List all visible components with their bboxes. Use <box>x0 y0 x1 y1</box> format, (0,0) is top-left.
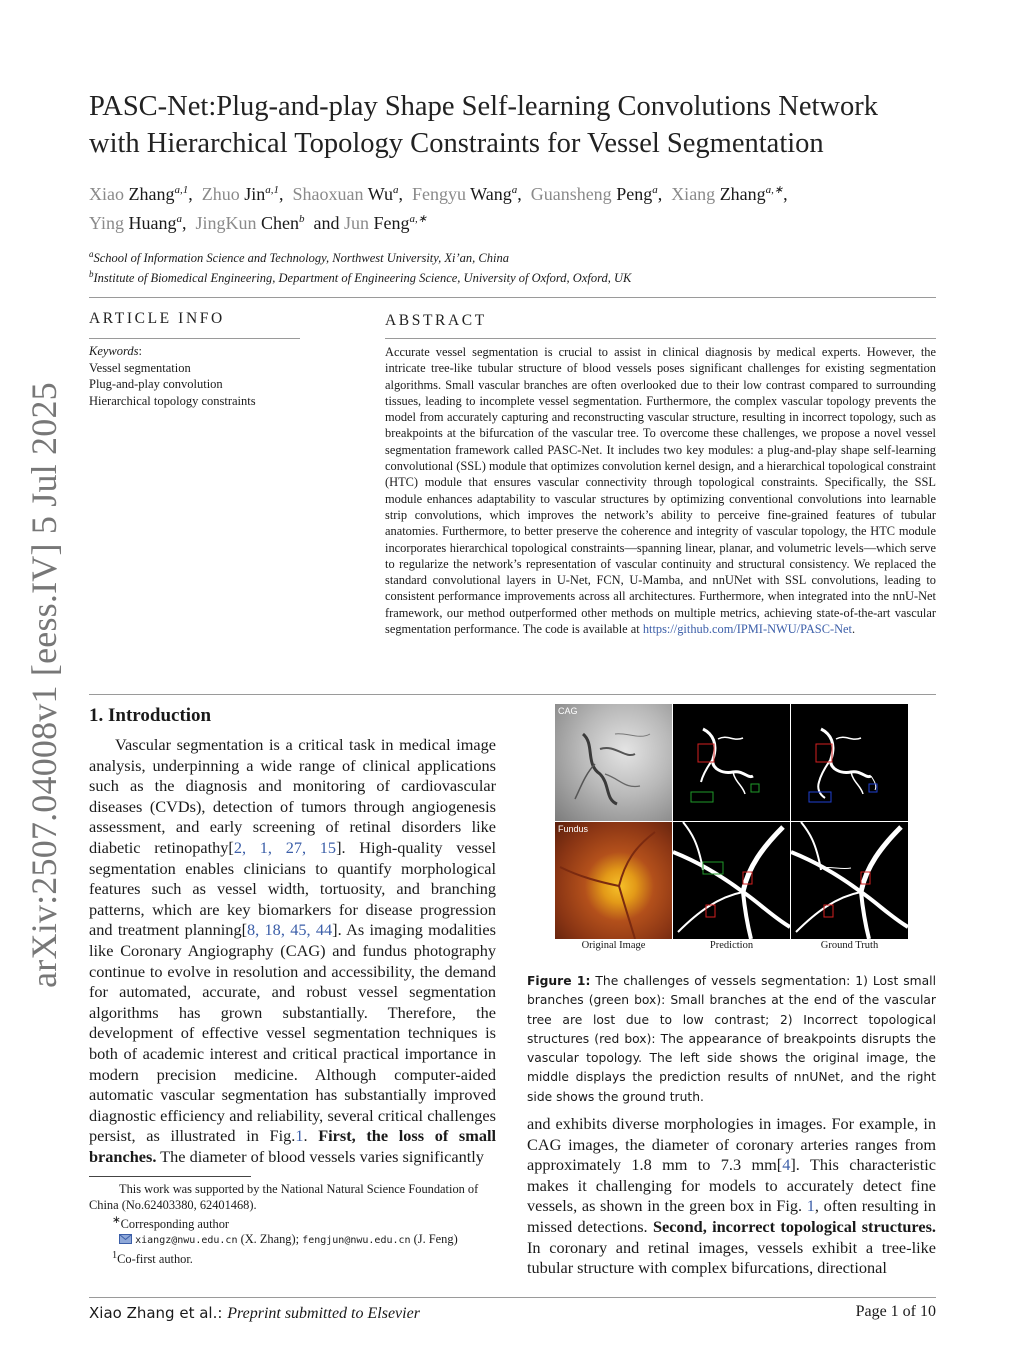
arxiv-identifier: arXiv:2507.04008v1 [eess.IV] 5 Jul 2025 <box>24 382 64 988</box>
divider <box>385 338 936 339</box>
intro-paragraph-continued: and exhibits diverse morphologies in images. For example, in CAG images, the diameter of coronary arteries ranges from approximately 1.8 mm to 7.3 mm[4]. This characteristic makes it challenging for models to accurately detect fine vessels, as shown in the green box in Fig. 1, often resulting in missed detections. Second, incorrect topological structures. In coronary and retinal images, vessels exhibit a tree-like tubular structure with complex bifurcations, directional <box>527 1114 936 1278</box>
figure-ref[interactable]: 1 <box>295 1126 304 1146</box>
affiliation-b: $^b$Institute of Biomedical Engineering, Department of Engineering Science, University of Oxford, Oxford, UK <box>89 269 632 286</box>
author: Jun Feng$^{a,∗}$ <box>344 213 428 233</box>
keywords-label: Keywords <box>89 344 139 358</box>
divider <box>89 338 300 339</box>
figure-1 <box>555 704 908 938</box>
author: Zhuo Jin$^{a,1}$, <box>201 184 288 204</box>
fundus-ground-truth-image <box>791 822 908 939</box>
cag-original-image <box>555 704 672 821</box>
affiliation-a: $^a$School of Information Science and Technology, Northwest University, Xi’an, China <box>89 249 509 266</box>
row-label-fundus: Fundus <box>558 824 589 834</box>
email-footnote: xiangz@nwu.edu.cn (X. Zhang); fengjun@nwu.edu.cn (J. Feng) <box>119 1231 529 1249</box>
abstract-text: Accurate vessel segmentation is crucial to assist in clinical diagnosis by medical experts. However, the intricate tree-like tubular structure of blood vessels poses significant challenges for existing segmentation algorithms. Small vascular branches are often overlooked due to their low contrast compared to surrounding tissues, leading to incomplete vessel segmentation. Furthermore, the complex vascular topology prevents the model from accurately capturing and reconstructing vascular structure, resulting in incorrect topology, such as breakpoints at the bifurcation of the vascular tree. To overcome these challenges, we propose a novel vessel segmentation framework called PASC-Net. It includes two key modules: a plug-and-play shape self-learning convolutional (SSL) module that optimizes convolution kernel design, and a hierarchical topological constraint (HTC) module that ensures vascular connectivity through topological constraints. Specifically, the SSL module enhances adaptability to vascular structures by optimizing conventional convolutions into learnable strip convolutions, which improves the network’s ability to perceive fine-grained features of tubular anatomies. Furthermore, to better preserve the coherence and integrity of vascular topology, the HTC module incorporates hierarchical topological constraints—spanning linear, planar, and volumetric levels—which serve to regularize the network’s representation of vascular continuity and structural consistency. We replaced the standard convolutional layers in U-Net, FCN, U-Mamba, and nnUNet with SSL convolutions, leading to consistent performance improvements across all architectures. Furthermore, when integrated into the nnU-Net framework, our method outperformed other methods on multiple metrics, achieving state-of-the-art vascular segmentation performance. The code is available at https://github.com/IPMI-NWU/PASC-Net. <box>385 345 936 637</box>
title-line-1: PASC-Net:Plug-and-play Shape Self-learning Convolutions Network <box>89 91 878 122</box>
arxiv-sidebar <box>18 382 70 988</box>
envelope-icon <box>119 1234 132 1244</box>
author: Ying Huang$^a$, <box>89 213 192 233</box>
author: Xiao Zhang$^{a,1}$, <box>89 184 198 204</box>
and-word: and <box>313 213 340 233</box>
keywords-block: Keywords: Vessel segmentation Plug-and-play convolution Hierarchical topology constraints <box>89 343 309 409</box>
author: Xiang Zhang$^{a,∗}$, <box>671 184 788 204</box>
cag-prediction-image <box>673 704 790 821</box>
corresponding-footnote: ∗Corresponding author <box>112 1215 230 1232</box>
fundus-prediction-image <box>673 822 790 939</box>
abstract-heading: ABSTRACT <box>385 312 487 329</box>
email-link[interactable]: xiangz@nwu.edu.cn <box>135 1235 238 1246</box>
author: JingKun Chen$^b$ <box>195 213 305 233</box>
footnote-rule <box>89 1176 251 1177</box>
funding-footnote: This work was supported by the National Natural Science Foundation of China (No.62403380, 62401468). <box>89 1182 479 1212</box>
page-number: Page 1 of 10 <box>855 1303 936 1320</box>
row-label-cag: CAG <box>558 706 578 716</box>
column-label-original: Original Image <box>581 940 646 951</box>
fundus-original-image <box>555 822 672 939</box>
author: Shaoxuan Wu$^a$, <box>292 184 408 204</box>
figure-ref[interactable]: 1 <box>806 1196 815 1216</box>
footer-rule <box>89 1297 936 1298</box>
article-info-heading: ARTICLE INFO <box>89 310 225 327</box>
column-label-prediction: Prediction <box>709 940 754 951</box>
footer-left: Xiao Zhang et al.: Preprint submitted to Elsevier <box>89 1304 420 1322</box>
figure-caption: Figure 1: The challenges of vessels segmentation: 1) Lost small branches (green box): Small branches at the end of the vascular tree are lost due to low contrast; 2) Incorrect topological structures (red box): The appearance of breakpoints disrupts the vascular topology. The left side shows the original image, the middle displays the prediction results of nnUNet, and the right side shows the ground truth. <box>527 974 936 1104</box>
author: Guansheng Peng$^a$, <box>530 184 667 204</box>
divider <box>89 297 936 298</box>
title-line-2: with Hierarchical Topology Constraints for Vessel Segmentation <box>89 128 824 159</box>
citation[interactable]: 8, 18, 45, 44 <box>247 920 333 940</box>
keyword: Plug-and-play convolution <box>89 377 223 391</box>
code-link[interactable]: https://github.com/IPMI-NWU/PASC-Net <box>642 622 852 637</box>
paper-title <box>89 88 949 162</box>
keyword: Hierarchical topology constraints <box>89 393 256 408</box>
cofirst-footnote: $^1$Co-first author. <box>112 1250 193 1267</box>
cag-ground-truth-image <box>791 704 908 821</box>
divider <box>89 694 936 695</box>
section-heading-introduction: 1. Introduction <box>89 705 212 726</box>
column-label-ground-truth: Ground Truth <box>820 940 879 951</box>
keyword: Vessel segmentation <box>89 360 191 375</box>
citation[interactable]: 4 <box>782 1155 791 1175</box>
author-list <box>89 178 949 236</box>
citation[interactable]: 2, 1, 27, 15 <box>233 837 337 857</box>
email-link[interactable]: fengjun@nwu.edu.cn <box>302 1235 411 1246</box>
intro-paragraph: Vascular segmentation is a critical task in medical image analysis, underpinning a wide range of clinical applications such as the diagnosis and monitoring of cardiovascular diseases (CVDs), detection of tumors through angiogenesis assessment, and early screening of retinal disorders like diabetic retinopathy[2, 1, 27, 15]. High-quality vessel segmentation enables clinicians to quantify morphological features such as vessel width, tortuosity, and branching patterns, which are key biomarkers for disease progression and treatment planning[8, 18, 45, 44]. As imaging modalities like Coronary Angiography (CAG) and fundus photography continue to evolve in resolution and accessibility, the demand for automated, accurate, and robust vessel segmentation algorithms has grown substantially. Therefore, the development of effective vessel segmentation techniques is both of academic interest and critical practical importance in modern precision medicine. Although computer-aided automatic vascular segmentation has substantially improved diagnostic efficiency and reliability, several critical challenges persist, as illustrated in Fig.1. First, the loss of small branches. The diameter of blood vessels varies significantly <box>89 735 497 1166</box>
author: Fengyu Wang$^a$, <box>411 184 527 204</box>
